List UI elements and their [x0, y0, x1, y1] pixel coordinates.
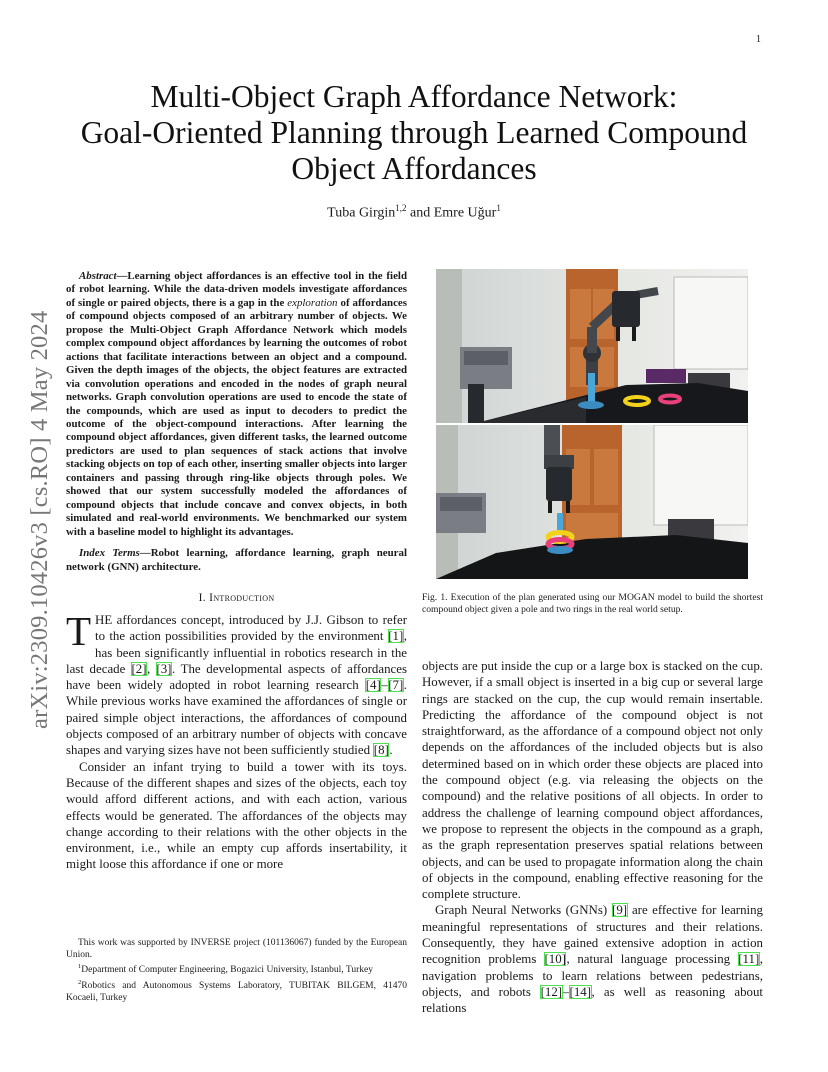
intro-text: , natural language processing [566, 952, 738, 967]
intro-text: , has been significantly influential in robotics research in the last decade [66, 629, 407, 676]
intro-paragraph-3 [422, 902, 763, 1016]
footnote-text: Robotics and Autonomous Systems Laboratory, TUBITAK BILGEM, 41470 Kocaeli, Turkey [66, 981, 407, 1004]
title-line-2: Goal-Oriented Planning through Learned Compound [80, 115, 748, 150]
intro-text: are effective for learning meaningful representations of structures and their relations. Consequently, they have gained extensive adoption in action recognition problems [422, 903, 763, 967]
left-column [66, 270, 407, 873]
section-title: Introduction [209, 590, 275, 604]
intro-text: , as well as reasoning about relations [422, 984, 764, 1016]
citation-link[interactable]: [8] [373, 743, 389, 758]
abstract-label: Abstract [79, 270, 117, 282]
intro-text: . While previous works have examined the affordances of single or paired simple object interactions, the affordances of compound objects composed of an arbitrary number of objects with concave shapes and varying sizes have not been sufficiently studied [66, 678, 407, 758]
abstract-text-1: Learning object affordances is an effective tool in the field of robot learning. While the data-driven models investigate affordances of single or paired objects, there is a gap in the [66, 270, 407, 309]
citation-link[interactable]: [14] [569, 984, 592, 999]
title-line-3: Object Affordances [291, 151, 537, 186]
index-terms-label: Index Terms [79, 547, 140, 560]
author-1: Tuba Girgin [327, 205, 396, 221]
author-1-affiliation: 1,2 [395, 203, 407, 213]
title-line-1: Multi-Object Graph Affordance Network: [150, 79, 678, 114]
citation-link[interactable]: [1] [388, 629, 404, 644]
author-connector: and [410, 205, 431, 221]
section-heading [66, 591, 407, 604]
arxiv-stamp: arXiv:2309.10426v3 [cs.RO] 4 May 2024 [26, 310, 53, 730]
figure-1 [436, 269, 748, 578]
right-column [422, 658, 763, 1017]
affiliation-1 [66, 961, 407, 977]
citation-link[interactable]: [9] [612, 903, 628, 918]
citation-link[interactable]: [10] [544, 952, 566, 967]
citation-link[interactable]: [11] [738, 952, 760, 967]
citation-link[interactable]: [2] [131, 661, 147, 676]
affiliation-2 [66, 977, 407, 1005]
footnote-text: Department of Computer Engineering, Bogazici University, Istanbul, Turkey [81, 965, 373, 976]
robot-photo-top [436, 269, 748, 423]
intro-text: – [562, 984, 570, 999]
citation-link[interactable]: [3] [156, 661, 172, 676]
funding-note: This work was supported by INVERSE project (101136067) funded by the European Union. [66, 938, 407, 960]
intro-text: , navigation problems to learn relations between pedestrians, objects, and robots [422, 952, 763, 999]
robot-photo-top-image [436, 269, 748, 423]
intro-paragraph-2-continued: objects are put inside the cup or a large box is stacked on the cup. However, if a small object is inserted in a big cup or several large rings are stacked on the cup, the cup would remain insertable. Predicting the affordance of the compound object is not straightforward, as the affordance of a compound object not only depends on the affordances of the included objects but is also determined based on in which order these objects are placed into the compound object (e.g. via releasing the objects on the compound) and the relative positions of all objects. In order to address the challenge of learning compound object affordances, we propose to represent the objects in the compound as a graph, as the graph representation preserves spatial relations between objects, and can be used to propagate information along the chain of objects in the compound, enabling effective reasoning for the complete structure. [422, 659, 763, 902]
intro-paragraph-2: Consider an infant trying to build a tower with its toys. Because of the different shapes and sizes of the objects, each toy would afford different actions, and with each action, various effects would be generated. The affordances of the objects may change according to their relations with the other objects in the environment, i.e., while an empty cup affords insertability, it might loose this affordance if one or more [66, 759, 407, 872]
author-2: Emre Uğur [433, 205, 497, 221]
figure-caption: Fig. 1. Execution of the plan generated using our MOGAN model to build the shortest compound object given a pole and two rings in the real world setup. [422, 592, 763, 616]
intro-text: . The developmental aspects of affordances have been widely adopted in robot learning research [66, 661, 408, 693]
citation-link[interactable]: [4] [365, 678, 381, 693]
abstract-text-2: of affordances of compound objects composed of an arbitrary number of objects. We propose the Multi-Object Graph Affordance Network which models complex compound object affordances by learning the outcomes of robot actions that facilitate interactions between an object and a compound. Given the depth images of the objects, the object features are extracted via convolution operations and encoded in the nodes of graph neural networks. Graph convolution operations are used to encode the state of the compounds, which are used as input to decoders to predict the outcome of the object-compound interactions. After learning the compound object affordances, given different tasks, the learned outcome predictors are used to plan sequences of stack actions that involve stacking objects on top of each other, inserting smaller objects into larger containers and passing through ring-like objects through poles. We showed that our system successfully modeled the affordances of compound objects that include concave and convex objects, in both simulated and real-world environments. We benchmarked our system with a baseline model to highlight its advantages. [66, 296, 407, 538]
index-terms-dash: — [139, 547, 151, 560]
footnotes [66, 938, 407, 1005]
page-number: 1 [756, 34, 761, 45]
citation-link[interactable]: [12] [540, 984, 563, 999]
author-2-affiliation: 1 [496, 203, 501, 213]
robot-photo-bottom [436, 425, 748, 579]
section-numeral: I. [198, 590, 210, 604]
abstract-emphasis: exploration [287, 296, 338, 309]
robot-photo-bottom-image [436, 425, 748, 579]
drop-cap: T [66, 607, 92, 654]
abstract-dash: — [116, 270, 128, 282]
index-terms [66, 547, 407, 574]
intro-text: HE affordances concept, introduced by J.J. Gibson to refer to the action possibilities provided by the environment [95, 612, 407, 644]
abstract [66, 270, 407, 539]
footnote-marker: 2 [78, 979, 82, 987]
intro-text: – [381, 678, 388, 693]
intro-paragraph-1 [66, 607, 408, 759]
authors [60, 203, 768, 222]
intro-text: . [389, 743, 393, 758]
citation-link[interactable]: [7] [388, 678, 404, 693]
intro-text: Graph Neural Networks (GNNs) [435, 903, 612, 918]
intro-text: , [147, 661, 156, 676]
index-terms-text: Robot learning, affordance learning, graph neural network (GNN) architecture. [66, 547, 407, 573]
footnote-marker: 1 [78, 963, 82, 971]
paper-title [60, 79, 768, 187]
